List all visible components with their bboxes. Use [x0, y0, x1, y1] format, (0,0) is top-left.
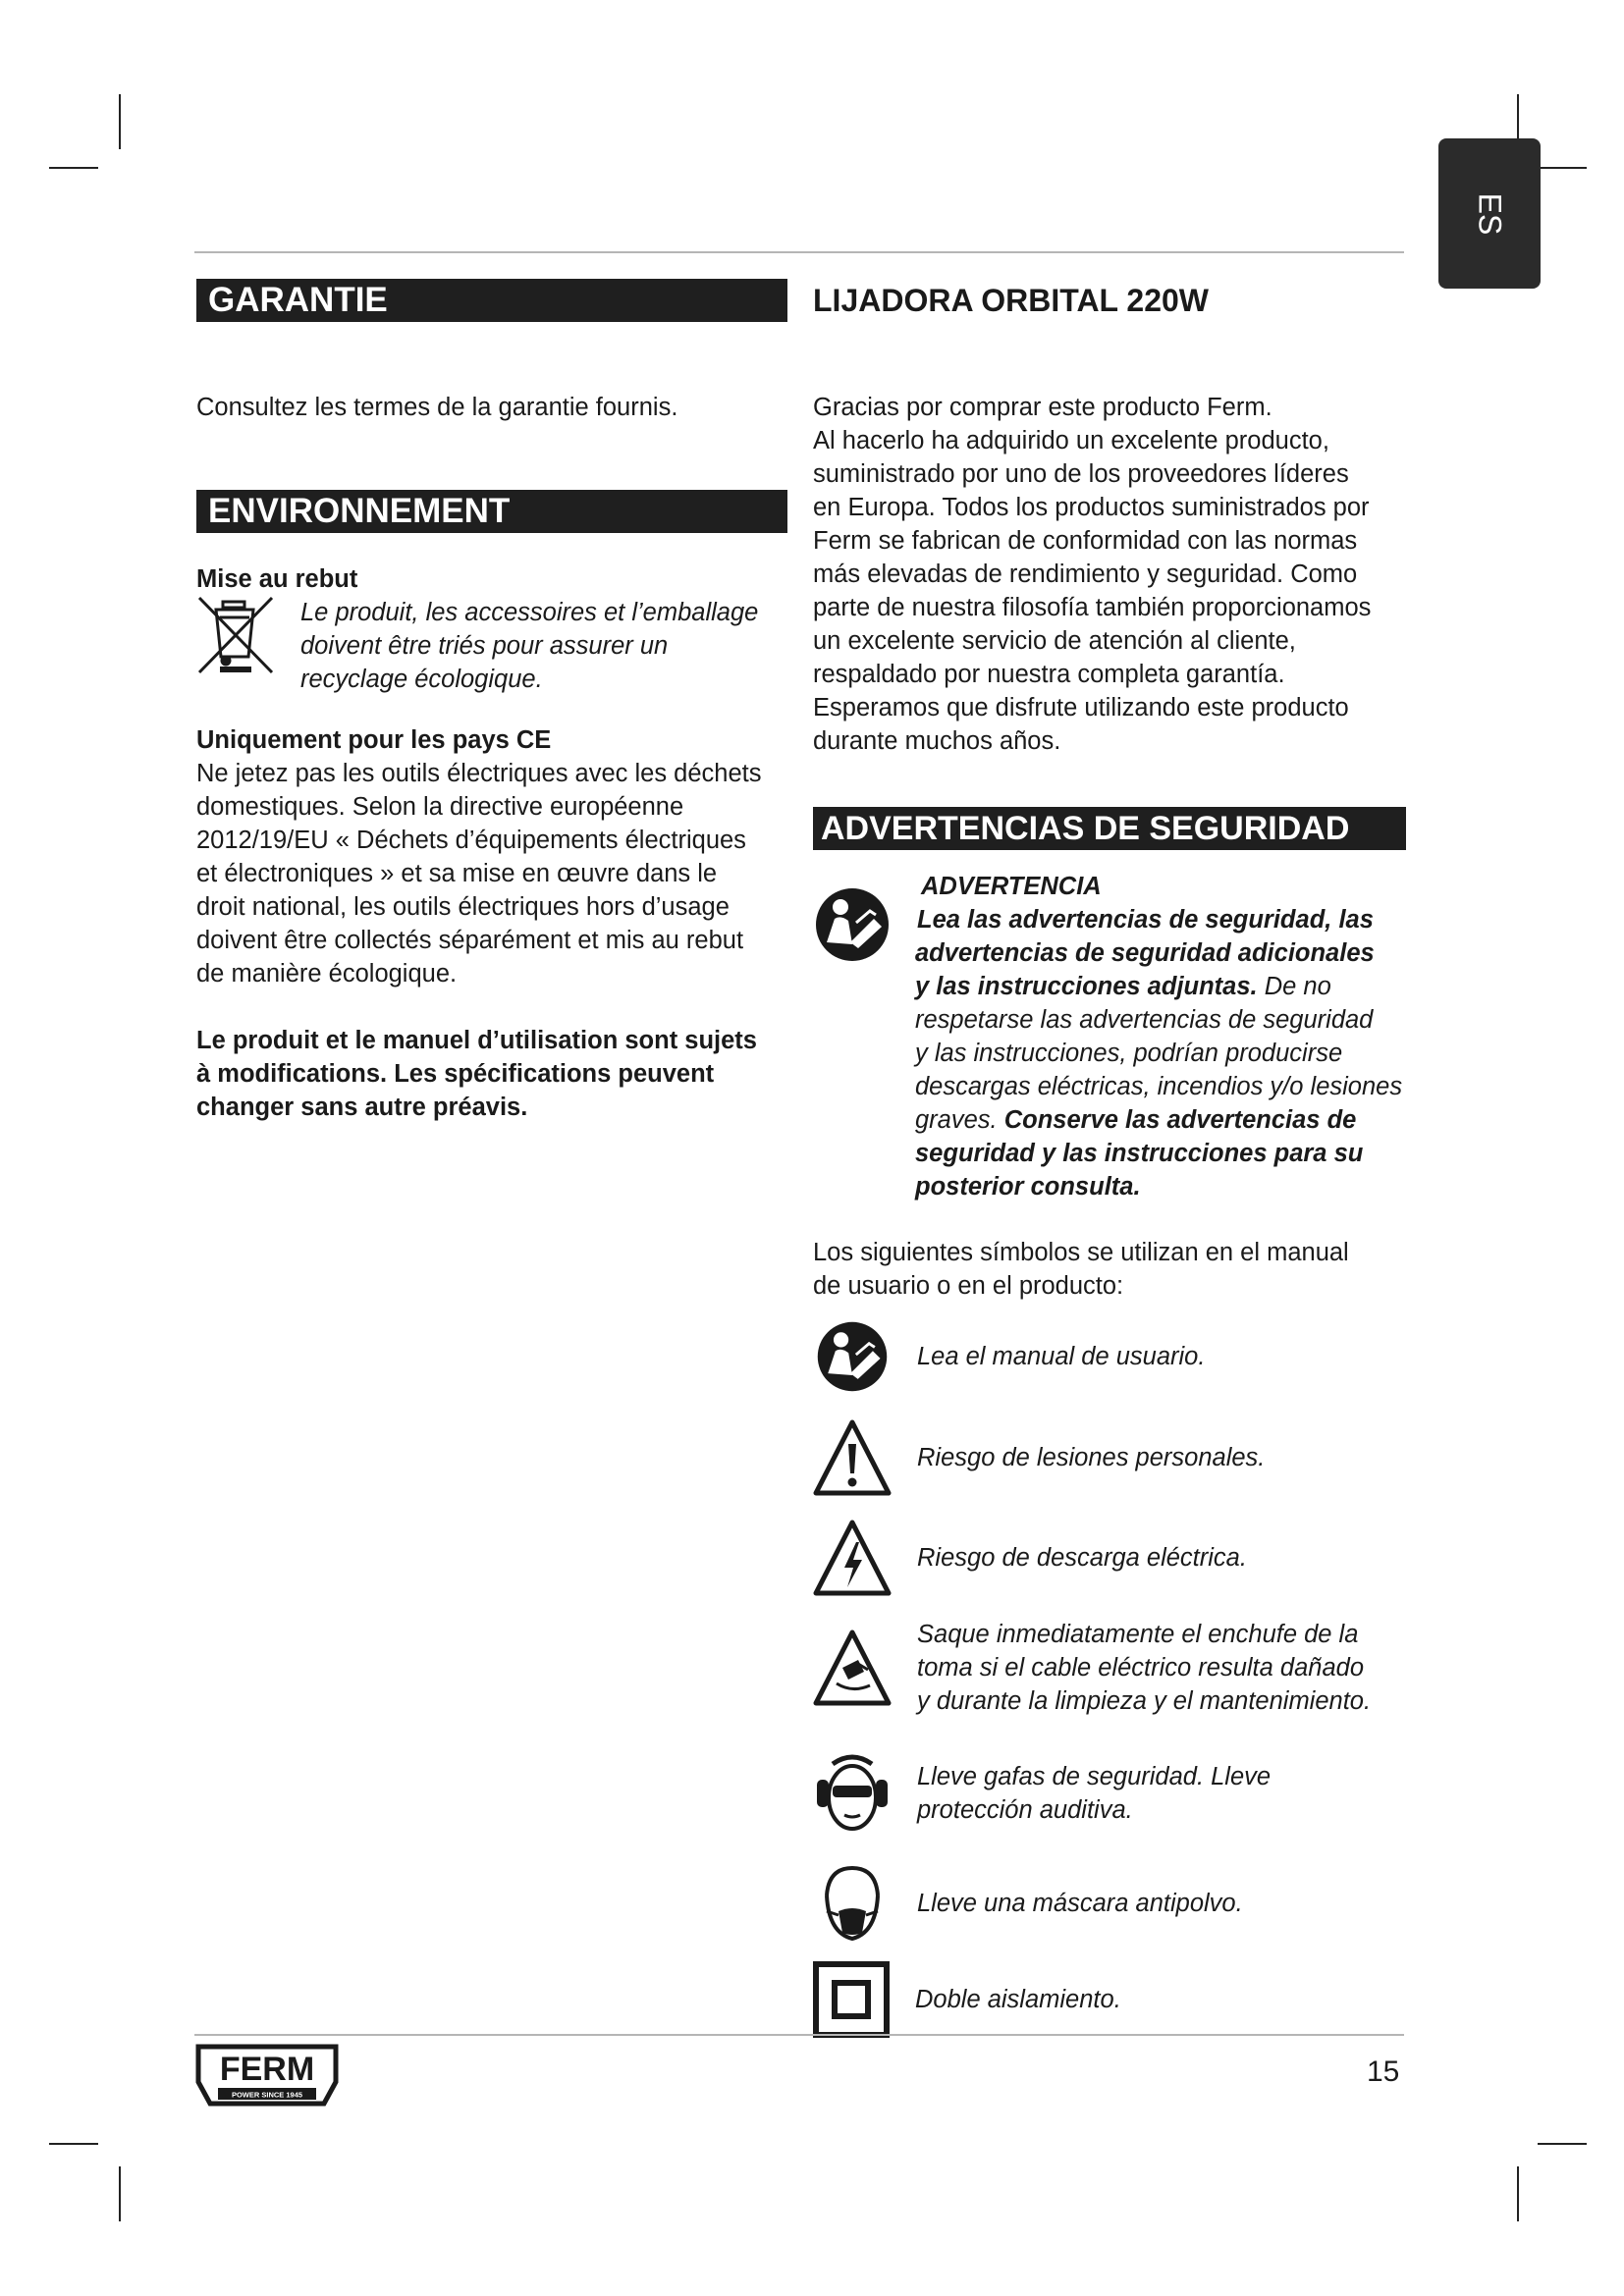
garantie-heading: GARANTIE: [196, 279, 787, 322]
symbols-intro: [813, 1236, 1406, 1303]
symbol-text: Lleve gafas de seguridad. Lleve: [917, 1763, 1272, 1790]
symbol-row: [813, 1519, 1406, 1597]
disposal-line: Le produit, les accessoires et l’emballage: [300, 599, 759, 626]
warning-title: ADVERTENCIA: [921, 873, 1102, 900]
symbol-row: [813, 1418, 1406, 1497]
crop-mark: [49, 167, 98, 169]
warning-line: respetarse las advertencias de seguridad: [915, 1006, 1374, 1034]
symbol-row: [813, 1316, 1406, 1397]
dust-mask-icon: [813, 1862, 892, 1945]
symbol-text: protección auditiva.: [917, 1796, 1133, 1824]
warning-line: posterior consulta.: [915, 1173, 1141, 1201]
left-column: [196, 279, 787, 1124]
intro-line: en Europa. Todos los productos suministrados por: [813, 494, 1370, 521]
symbol-row: [813, 1960, 1406, 2039]
page-number: 15: [1367, 2056, 1400, 2088]
double-insulation-icon: [813, 1961, 890, 2038]
warning-line: Lea las advertencias de seguridad, las: [917, 906, 1374, 934]
crop-mark: [119, 2166, 121, 2221]
crop-mark: [119, 94, 121, 149]
product-title: LIJADORA ORBITAL 220W: [813, 283, 1209, 318]
warning-line: [915, 1103, 1402, 1137]
intro-line: Al hacerlo ha adquirido un excelente producto,: [813, 427, 1329, 454]
crop-mark: [1517, 2166, 1519, 2221]
ce-line: 2012/19/EU « Déchets d’équipements électriques: [196, 827, 746, 854]
disposal-block: [196, 596, 787, 696]
intro-paragraph: [813, 391, 1406, 758]
disposal-line: recyclage écologique.: [300, 666, 543, 693]
intro-line: suministrado por uno de los proveedores líderes: [813, 460, 1349, 488]
language-tab: [1438, 138, 1541, 289]
symbol-row: [813, 1862, 1406, 1945]
environnement-heading: ENVIRONNEMENT: [196, 490, 787, 533]
ce-line: droit national, les outils électriques hors d’usage: [196, 893, 730, 921]
unplug-icon: [813, 1629, 892, 1707]
logo-tagline: POWER SINCE 1945: [231, 2090, 303, 2100]
top-divider: [194, 251, 1404, 253]
ce-line: de manière écologique.: [196, 960, 458, 988]
notice-line: Le produit et le manuel d’utilisation sont sujets: [196, 1027, 757, 1054]
notice-line: à modifications. Les spécifications peuvent: [196, 1060, 715, 1088]
language-tab-label: ES: [1472, 192, 1508, 235]
disposal-title: Mise au rebut: [196, 565, 358, 593]
ce-line: et électroniques » et sa mise en œuvre dans le: [196, 860, 718, 887]
notice-line: changer sans autre préavis.: [196, 1094, 528, 1121]
warning-line: advertencias de seguridad adicionales: [915, 939, 1375, 967]
intro-line: durante muchos años.: [813, 727, 1061, 755]
wheelie-bin-crossed-icon: [196, 596, 275, 676]
warning-block: [813, 870, 1406, 1203]
crop-mark: [1538, 167, 1587, 169]
logo-text: FERM: [219, 2051, 315, 2088]
read-manual-icon: [813, 883, 892, 966]
crop-mark: [49, 2143, 98, 2145]
symbol-text: toma si el cable eléctrico resulta dañado: [917, 1654, 1365, 1682]
symbol-text: Lleve una máscara antipolvo.: [917, 1890, 1243, 1917]
read-manual-icon: [813, 1317, 892, 1396]
symbol-text: Lea el manual de usuario.: [917, 1343, 1206, 1370]
bottom-divider: [194, 2034, 1404, 2036]
symbol-row: [813, 1750, 1406, 1837]
warning-line: y las instrucciones, podrían producirse: [915, 1040, 1343, 1067]
goggles-ear-protection-icon: [813, 1752, 892, 1835]
right-column: [813, 279, 1406, 2039]
warning-span: De no: [1257, 973, 1331, 1000]
symbols-intro-line: Los siguientes símbolos se utilizan en el manual: [813, 1239, 1349, 1266]
symbols-intro-line: de usuario o en el producto:: [813, 1272, 1124, 1300]
disposal-line: doivent être triés pour assurer un: [300, 632, 669, 660]
crop-mark: [1538, 2143, 1587, 2145]
intro-line: Gracias por comprar este producto Ferm.: [813, 394, 1272, 421]
warning-span: graves.: [915, 1106, 1004, 1134]
ce-line: doivent être collectés séparément et mis au rebut: [196, 927, 744, 954]
symbol-text: y durante la limpieza y el mantenimiento.: [917, 1687, 1372, 1715]
warning-line: seguridad y las instrucciones para su: [915, 1140, 1364, 1167]
symbol-row: [813, 1615, 1406, 1721]
injury-warning-icon: [813, 1418, 892, 1497]
intro-line: respaldado por nuestra completa garantía.: [813, 661, 1285, 688]
electric-shock-icon: [813, 1519, 892, 1597]
intro-line: Ferm se fabrican de conformidad con las normas: [813, 527, 1358, 555]
intro-line: un excelente servicio de atención al cliente,: [813, 627, 1296, 655]
intro-line: parte de nuestra filosofía también proporcionamos: [813, 594, 1372, 621]
intro-line: Esperamos que disfrute utilizando este producto: [813, 694, 1349, 721]
ce-line: domestiques. Selon la directive européenne: [196, 793, 684, 821]
warning-bold-span: y las instrucciones adjuntas.: [915, 973, 1258, 1000]
ce-title: Uniquement pour les pays CE: [196, 726, 552, 754]
symbol-text: Riesgo de descarga eléctrica.: [917, 1544, 1247, 1572]
symbol-text: Saque inmediatamente el enchufe de la: [917, 1621, 1359, 1648]
symbol-text: Doble aislamiento.: [915, 1986, 1121, 2013]
symbol-text: Riesgo de lesiones personales.: [917, 1444, 1266, 1471]
ce-line: Ne jetez pas les outils électriques avec les déchets: [196, 760, 762, 787]
garantie-text: Consultez les termes de la garantie fournis.: [196, 394, 678, 421]
intro-line: más elevadas de rendimiento y seguridad. Como: [813, 561, 1358, 588]
warning-bold-span: Conserve las advertencias de: [1003, 1106, 1357, 1134]
safety-heading: ADVERTENCIAS DE SEGURIDAD: [813, 807, 1406, 850]
warning-line: descargas eléctricas, incendios y/o lesiones: [915, 1073, 1403, 1100]
warning-line: [915, 970, 1402, 1003]
ferm-logo: [194, 2043, 340, 2112]
